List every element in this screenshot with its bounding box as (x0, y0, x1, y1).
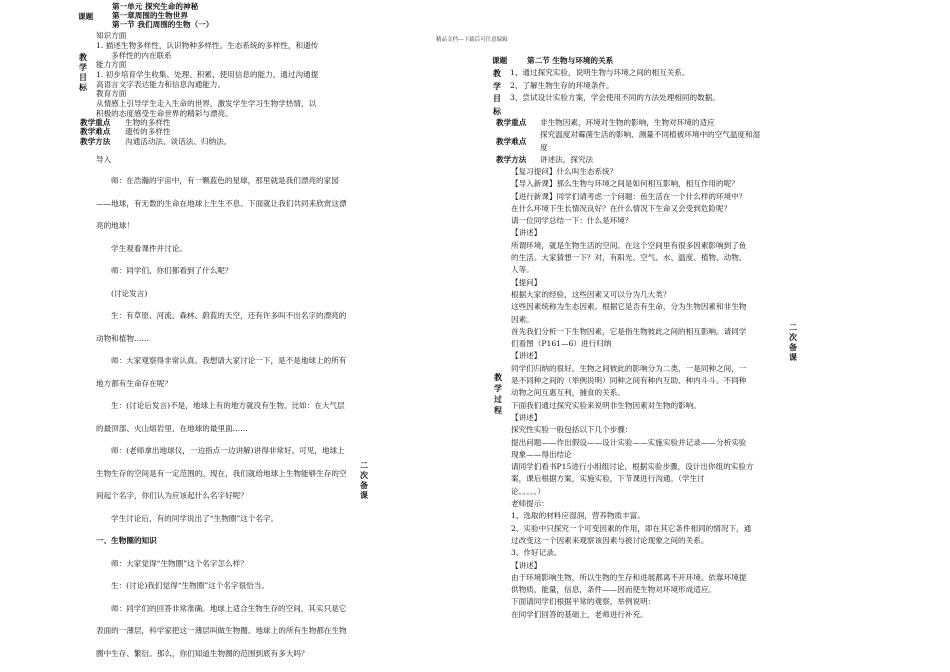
knowledge-line-1: 1. 描述生物多样性，认识物种多样性。生态系统的多样性，和遗传 (96, 41, 319, 50)
process-line: 请一位同学总结一下：什么是环境？ (511, 216, 633, 226)
lesson-paragraph: 师：(老师拿出地球仪，一边指点一边讲解)讲得非常好。可见，地球上生物生存的空间是有一定范围的。现在，我们就给地球上生物能够生存的空间起个名字，你们认为应该起什么名字好呢？ (96, 446, 347, 500)
header-note: 精品文档---下载后可任意编辑 (436, 37, 508, 43)
right-diff-label: 教学难点 (496, 137, 527, 146)
ability-title: 能力方面 (96, 60, 127, 69)
process-line: 在同学们回答的基础上，老师进行补充。 (511, 609, 648, 619)
process-line: 因素。 (511, 314, 534, 324)
lesson-paragraph: 学生观看课件并讨论。 (111, 243, 187, 253)
attitude-line-1: 从情感上引导学生走入生命的世界，激发学生学习生物学热情，以 (96, 99, 317, 108)
left-topic-label: 课题 (78, 12, 94, 21)
process-line: 在什么环境下生长情况良好？在什么情况下生命又会受到危险呢？ (511, 203, 732, 213)
knowledge-title: 知识方面 (96, 31, 127, 40)
lesson-paragraph: 生：有草原、河流、森林、蔚蓝的天空，还有许多叫不出名字的漂亮的动物和植物…… (96, 311, 347, 343)
right-goals-label: 教学目标 (493, 68, 501, 116)
intro-heading: 导入 (96, 155, 112, 164)
process-line: 这些因素统称为生态因素。根据它是否有生命，分为生物因素和非生物 (511, 302, 747, 312)
process-line: 【讲述】 (511, 412, 542, 422)
process-line: 由于环境影响生物，所以生物的生存和进展都离不开环境。依靠环境提 (511, 572, 747, 582)
process-line: 下面请同学们根据平常的观察，举例说明： (511, 597, 656, 607)
left-key-value: 生物的多样性 (125, 118, 171, 127)
process-line: 人等。 (511, 265, 534, 275)
process-line: 【进行新课】同学们请考虑一个问题：鱼生活在一个什么样的环境中？ (511, 191, 747, 201)
process-line: 【讲述】 (511, 228, 542, 238)
left-method-label: 教学方法 (80, 137, 111, 146)
process-line: 根据大家的经验，这些因素又可以分为几大类？ (511, 289, 671, 299)
right-method-value: 讲述法，探究法 (540, 155, 594, 164)
section-heading: 一、生物圈的知识 (96, 536, 157, 545)
left-diff-label: 教学难点 (80, 127, 111, 136)
process-line: 论。。。。。） (511, 486, 546, 496)
process-line: 们看图（P161—6）进行归纳 (511, 339, 612, 349)
right-diff-value-2: 度 (540, 143, 548, 152)
attitude-title: 教育方面 (96, 89, 127, 98)
ability-line-1: 1. 初步培育学生收集、处理、积累、使用信息的能力，通过沟通提 (96, 70, 319, 79)
left-goals-label: 教学目标 (79, 52, 87, 92)
process-line: 2、实验中只探究一个可变因素的作用，即在其它条件相同的情况下，通 (511, 523, 752, 533)
attitude-line-2: 积极的态度感受生命世界的精彩与漂亮。 (96, 109, 233, 118)
process-line: 所谓环境，就是生物生活的空间。在这个空间里有很多因素影响到了鱼 (511, 240, 747, 250)
process-line: 首先我们分析一下生物因素，它是指生物彼此之间的相互影响。请同学 (511, 326, 747, 336)
process-line: 下面我们通过探究实验来说明非生物因素对生物的影响。 (511, 400, 701, 410)
process-line: 【讲述】 (511, 351, 542, 361)
ability-line-2: 高语言文字表达能力和信息沟通能力。 (96, 80, 226, 89)
process-line: 【复习提问】什么叫生态系统？ (511, 167, 618, 176)
right-goal-1: 1、通过探究实验，说明生物与环境之间的相互关系。 (510, 68, 690, 77)
process-line: 案，课后根据方案，实施实验，下节课进行沟通。（学生讨 (511, 474, 705, 484)
process-line: 是不同种之间的（举例说明）同种之间有种内互助、种内斗斗。不同种 (511, 376, 747, 386)
lesson-paragraph: 师：大家觉得“生物圈”这个名字怎么样？ (111, 558, 248, 568)
process-line: 过改变这一个因素来观察该因素与被讨论现象之间的关系。 (511, 535, 709, 545)
left-side-note: 二次备课 (360, 460, 368, 500)
right-key-value: 非生物因素，环境对生物的影响，生物对环境的适应 (540, 118, 715, 127)
process-line: 供物质，能量，信息，条件——因而使生物对环境形成适应。 (511, 585, 717, 595)
left-unit: 第一单元 探究生命的神秘 (112, 2, 199, 11)
process-line: 探究性实验一般包括以下几个步骤： (511, 425, 633, 435)
left-diff-value: 遗传的多样性 (125, 127, 171, 136)
lesson-paragraph: 师：同学们，你们都看到了什么呢？ (111, 266, 233, 275)
right-topic-value: 第二节 生物与环境的关系 (527, 56, 614, 65)
lesson-body (96, 170, 350, 665)
process-line: 提出问题——作出假设——设计实验——实施实验并记录——分析实验 (511, 437, 747, 447)
process-line: 3、作好记录。 (511, 548, 562, 558)
left-section: 第一节 我们周围的生物（一） (112, 20, 214, 29)
process-line: 的生活。大家猜想一下？对，有阳光、空气、水、温度、植物、动物、 (511, 253, 747, 263)
process-line: 请同学们看书P15进行小组组讨论，根据实验步骤，设计出你组的实验方 (511, 462, 754, 472)
process-line: 同学们归纳的很好。生物之间彼此的影响分为二类，一是同种之间，一 (511, 363, 747, 373)
right-diff-value-1: 探究温度对霉菌生活的影响、测量不同植被环境中的空气温度和湿 (540, 130, 761, 139)
process-line: 现象——得出结论 (511, 449, 572, 459)
knowledge-line-2: 多样性的内在联系 (111, 51, 172, 60)
right-topic-label: 课题 (492, 56, 508, 65)
process-line: 【讲述】 (511, 560, 542, 570)
lesson-paragraph: 生：(讨论后发言)不是，地球上有的地方就没有生物。比如：在大气层的最顶部、火山熔岩里、在地球的最里面…… (96, 401, 345, 433)
lesson-paragraph: 师：在浩瀚的宇宙中，有一颗蓝色的星球，那里就是我们漂亮的家园——地球，有无数的生命在地球上生生不息。下面就让我们共同来欣赏这漂亮的地球！ (96, 176, 347, 230)
process-line: 1、选取的材料应湿润，营养物质丰富。 (511, 511, 645, 521)
right-goal-2: 2、了解生物生存的环境条件。 (510, 81, 614, 90)
process-line: 动物之间互惠互利，捕食的关系。 (511, 388, 625, 398)
lesson-paragraph: 师：大家观察得非常认真。我想请大家讨论一下，是不是地球上的所有地方都有生命存在呢？ (96, 356, 347, 388)
left-chapter: 第一章周围的生物世界 (112, 11, 188, 20)
lesson-paragraph: 学生讨论后，有的同学说出了“生物圈”这个名字。 (111, 513, 279, 523)
process-line: 【导入新课】那么生物与环境之间是如何相互影响，相互作用的呢？ (511, 179, 739, 189)
right-process-label: 教学过程 (494, 372, 502, 415)
right-method-label: 教学方法 (496, 155, 527, 164)
left-method-value: 沟通活动法、谈话法、归纳法。 (125, 137, 232, 146)
right-side-note: 二次备课 (789, 322, 797, 362)
lesson-paragraph: 生：(讨论)我们觉得“生物圈”这个名字很恰当。 (111, 581, 269, 590)
process-body (511, 166, 781, 621)
process-line: 【提问】 (511, 277, 542, 287)
right-goal-3: 3、尝试设计实验方案，学会使用不同的方法处理相同的数据。 (510, 93, 720, 102)
lesson-paragraph: (讨论发言) (111, 288, 148, 298)
lesson-paragraph: 师：同学们的回答非常准确。地球上适合生物生存的空间，其实只是它表面的一薄层，科学家把这一薄层叫做生物圈。地球上的所有生物都在生物圈中生存、繁衍。那么，你们知道生物圈的范围到底有多大吗？ (96, 603, 347, 658)
right-key-label: 教学重点 (496, 118, 527, 127)
process-line: 老师提示： (511, 499, 549, 509)
left-key-label: 教学重点 (80, 118, 111, 127)
